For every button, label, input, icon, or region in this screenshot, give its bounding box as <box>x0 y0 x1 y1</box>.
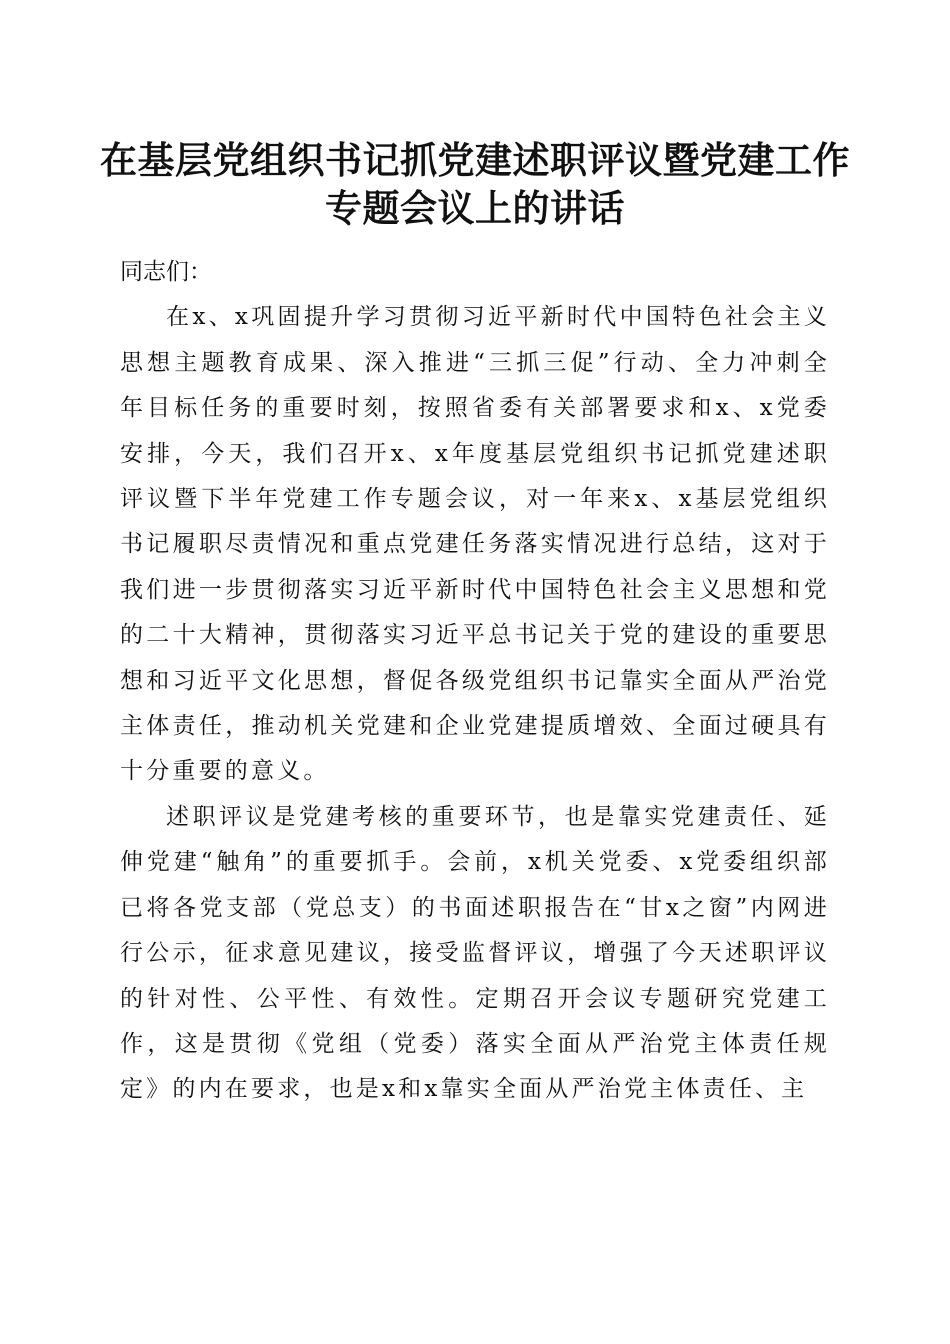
title-line-2: 专题会议上的讲话 <box>325 186 625 230</box>
paragraph-2: 述职评议是党建考核的重要环节，也是靠实党建责任、延伸党建“触角”的重要抓手。会前，x机关党委、x党委组织部已将各党支部（党总支）的书面述职报告在“甘x之窗”内网进行公示，征求意见建议，接受监督评议，增强了今天述职评议的针对性、公平性、有效性。定期召开会议专题研究党建工作，这是贯彻《党组（党委）落实全面从严治党主体责任规定》的内在要求，也是x和x靠实全面从严治党主体责任、主 <box>120 803 830 1103</box>
document-body <box>120 250 830 1113</box>
document-title <box>80 136 870 232</box>
paragraph-1: 在x、x巩固提升学习贯彻习近平新时代中国特色社会主义思想主题教育成果、深入推进“三抓三促”行动、全力冲刺全年目标任务的重要时刻，按照省委有关部署要求和x、x党委安排，今天，我们召开x、x年度基层党组织书记抓党建述职评议暨下半年党建工作专题会议，对一年来x、x基层党组织书记履职尽责情况和重点党建任务落实情况进行总结，这对于我们进一步贯彻落实习近平新时代中国特色社会主义思想和党的二十大精神，贯彻落实习近平总书记关于党的建设的重要思想和习近平文化思想，督促各级党组织书记靠实全面从严治党主体责任，推动机关党建和企业党建提质增效、全面过硬具有十分重要的意义。 <box>120 304 830 785</box>
salutation: 同志们： <box>120 259 212 285</box>
title-line-1: 在基层党组织书记抓党建述职评议暨党建工作 <box>100 138 850 182</box>
